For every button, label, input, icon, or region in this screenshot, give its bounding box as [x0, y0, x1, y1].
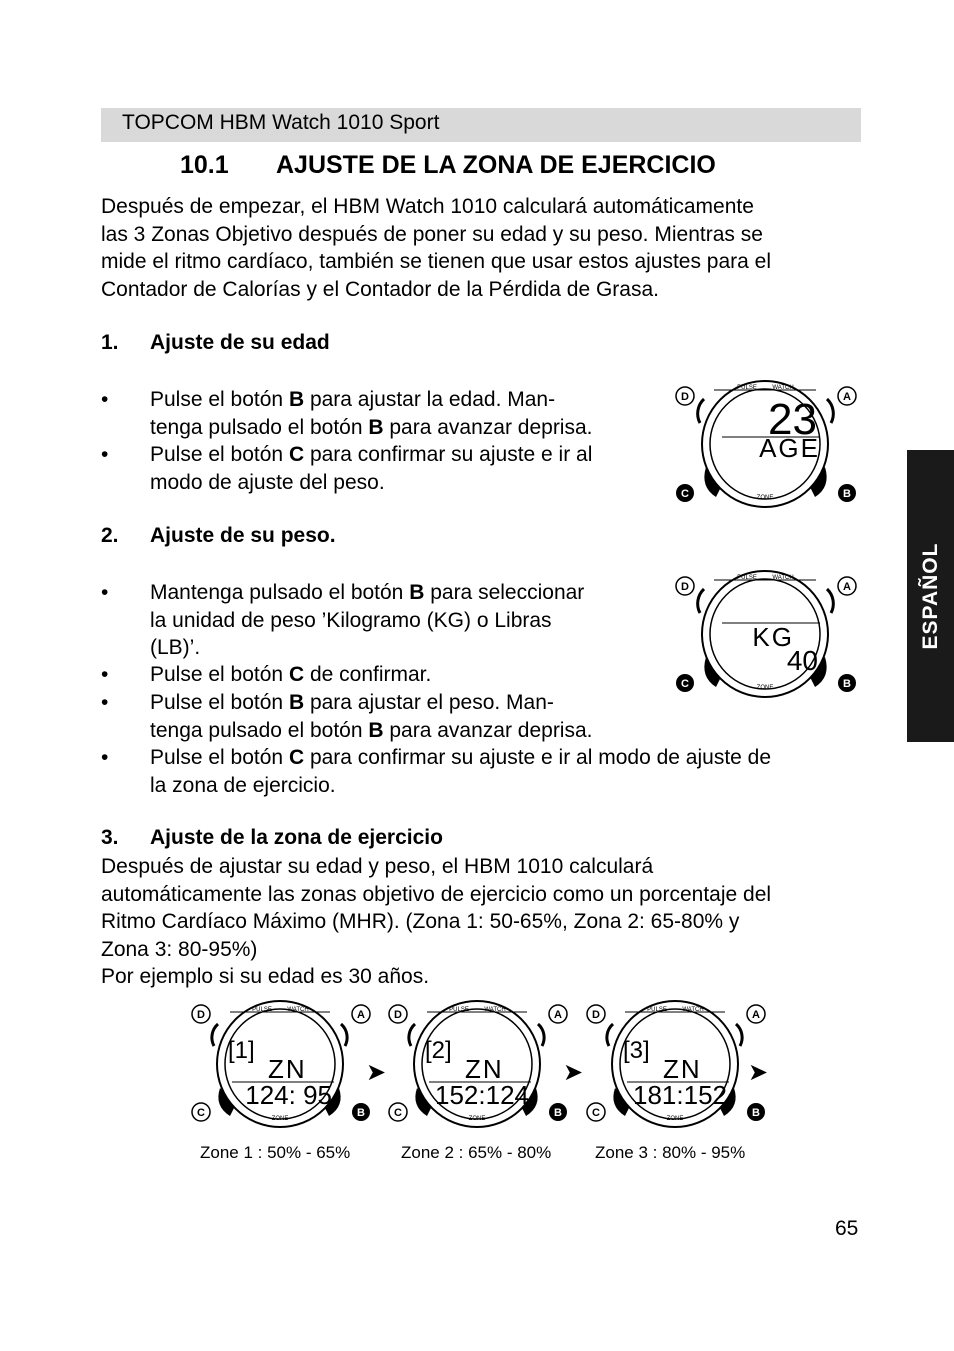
- watch-lug: [736, 1024, 742, 1046]
- bullet-line: Pulse el botón C de confirmar.: [150, 663, 432, 686]
- button-reference: B: [288, 691, 305, 714]
- lcd-weight-value: 40: [786, 645, 818, 676]
- step2-title: Ajuste de su peso.: [150, 524, 336, 547]
- watch-brand-left: PULSE: [449, 1007, 469, 1013]
- watch-brand-left: PULSE: [737, 575, 757, 581]
- watch-lug: [212, 1024, 218, 1046]
- bullet-line: (LB)’.: [150, 636, 201, 659]
- arrow-right-icon: ➤: [366, 1059, 387, 1086]
- button-d-label: D: [197, 1009, 205, 1021]
- header-title: TOPCOM HBM Watch 1010 Sport: [122, 111, 440, 134]
- zone-number: 2: [431, 1037, 446, 1064]
- arrow-right-icon: ➤: [563, 1059, 584, 1086]
- step1-number: 1.: [101, 331, 119, 354]
- watch-brand-left: PULSE: [252, 1007, 272, 1013]
- bullet-text: [150, 744, 771, 799]
- section-title: [180, 151, 716, 180]
- button-b-label: B: [843, 488, 851, 500]
- button-a-label: A: [554, 1009, 562, 1021]
- watch-brand-right: WATCH: [682, 1007, 704, 1013]
- button-d-label: D: [394, 1009, 402, 1021]
- button-c-label: C: [394, 1107, 402, 1119]
- button-d-label: D: [681, 391, 689, 403]
- button-a-label: A: [357, 1009, 365, 1021]
- watch-lug: [827, 399, 833, 423]
- zone1-caption: Zone 1 : 50% - 65%: [200, 1143, 351, 1162]
- step3-paragraph: [101, 853, 881, 991]
- bullet-line: tenga pulsado el botón B para avanzar deprisa.: [150, 415, 593, 439]
- lcd-zone-values: 181:152: [633, 1080, 727, 1110]
- watch-brand-right: WATCH: [484, 1007, 506, 1013]
- step3-line: Después de ajustar su edad y peso, el HBM 1010 calculará: [101, 855, 654, 878]
- watch-age-illustration: [672, 375, 862, 510]
- language-side-tab: [907, 450, 954, 742]
- button-c-label: C: [592, 1107, 600, 1119]
- step1-title: Ajuste de su edad: [150, 331, 330, 354]
- watch-zone3-illustration: [585, 998, 775, 1128]
- watch-lug: [341, 1024, 347, 1046]
- bullet-dot: •: [101, 663, 109, 686]
- intro-line: mide el ritmo cardíaco, también se tienen que usar estos ajustes para el: [101, 250, 772, 273]
- watch-brand-right: WATCH: [287, 1007, 309, 1013]
- step3-line: Ritmo Cardíaco Máximo (MHR). (Zona 1: 50-65%, Zona 2: 65-80% y: [101, 910, 740, 933]
- watch-lug: [607, 1024, 613, 1046]
- language-tab-label: ESPAÑOL: [918, 542, 942, 650]
- watch-weight-illustration: [672, 565, 862, 700]
- bullet-dot: •: [101, 691, 109, 714]
- bullet-text: [150, 661, 431, 689]
- button-b-label: B: [752, 1107, 760, 1119]
- bullet-text: [150, 579, 584, 662]
- step3-line: Zona 3: 80-95%): [101, 937, 258, 961]
- lcd-zone-mode: ZN: [465, 1054, 504, 1084]
- zone3-caption: Zone 3 : 80% - 95%: [595, 1143, 746, 1162]
- button-reference: B: [368, 718, 384, 742]
- watch-brand-left: PULSE: [737, 385, 757, 391]
- step3-title: Ajuste de la zona de ejercicio: [150, 826, 443, 849]
- lcd-zone-mode: ZN: [268, 1054, 307, 1084]
- watch-lug: [698, 589, 704, 613]
- intro-line: Contador de Calorías y el Contador de la Pérdida de Grasa.: [101, 277, 659, 301]
- watch-lug: [409, 1024, 415, 1046]
- button-b-label: B: [554, 1107, 562, 1119]
- bullet-text: [150, 386, 593, 441]
- section-number: 10.1: [180, 151, 229, 179]
- lcd-zone-values: 152:124: [435, 1080, 529, 1110]
- button-reference: C: [288, 443, 305, 466]
- lcd-zone-mode: ZN: [663, 1054, 702, 1084]
- button-reference: B: [368, 415, 384, 439]
- button-b-label: B: [357, 1107, 365, 1119]
- lcd-zone-values: 124: 95: [245, 1080, 332, 1110]
- zone-number: 1: [234, 1037, 249, 1064]
- bullet-line: Pulse el botón C para confirmar su ajuste e ir al: [150, 443, 593, 466]
- watch-lug: [698, 399, 704, 423]
- button-reference: B: [409, 581, 425, 604]
- zone-number: 3: [629, 1037, 644, 1064]
- button-d-label: D: [681, 581, 689, 593]
- page-number: 65: [835, 1217, 859, 1240]
- step3-line: Por ejemplo si su edad es 30 años.: [101, 965, 430, 988]
- bullet-line: Pulse el botón B para ajustar el peso. Man-: [150, 691, 554, 714]
- button-b-label: B: [843, 678, 851, 690]
- watch-zone-label: ZONE: [756, 685, 774, 691]
- bullet-line: la unidad de peso ’Kilogramo (KG) o Libras: [150, 608, 552, 632]
- button-d-label: D: [592, 1009, 600, 1021]
- watch-lug: [827, 589, 833, 613]
- watch-brand-right: WATCH: [772, 385, 794, 391]
- lcd-zone-badge: [1]: [228, 1037, 255, 1064]
- watch-brand-left: PULSE: [647, 1007, 667, 1013]
- bullet-dot: •: [101, 746, 109, 769]
- step2-number: 2.: [101, 524, 119, 547]
- intro-paragraph: [101, 193, 881, 303]
- bullet-text: [150, 441, 592, 496]
- watch-lug: [538, 1024, 544, 1046]
- button-reference: C: [288, 746, 305, 769]
- button-c-label: C: [681, 678, 689, 690]
- bullet-dot: •: [101, 443, 109, 466]
- section-heading: AJUSTE DE LA ZONA DE EJERCICIO: [276, 151, 716, 179]
- button-a-label: A: [843, 581, 851, 593]
- button-c-label: C: [681, 488, 689, 500]
- bullet-dot: •: [101, 388, 109, 411]
- bullet-line: Mantenga pulsado el botón B para seleccionar: [150, 581, 585, 604]
- button-a-label: A: [752, 1009, 760, 1021]
- lcd-zone-badge: [2]: [425, 1037, 452, 1064]
- bullet-line: Pulse el botón C para confirmar su ajuste e ir al modo de ajuste de: [150, 746, 772, 769]
- lcd-zone-badge: [3]: [623, 1037, 650, 1064]
- step3-number: 3.: [101, 826, 119, 849]
- lcd-top-value: 23: [768, 395, 817, 444]
- button-reference: C: [288, 663, 305, 686]
- watch-zone-label: ZONE: [468, 1116, 486, 1122]
- bullet-dot: •: [101, 581, 109, 604]
- lcd-unit-label: KG: [752, 622, 794, 652]
- arrow-right-icon: ➤: [748, 1059, 769, 1086]
- step3-line: automáticamente las zonas objetivo de ejercicio como un porcentaje del: [101, 882, 772, 906]
- button-c-label: C: [197, 1107, 205, 1119]
- lcd-bottom-label: AGE: [759, 433, 820, 463]
- bullet-line: modo de ajuste del peso.: [150, 470, 385, 494]
- zone2-caption: Zone 2 : 65% - 80%: [401, 1143, 552, 1162]
- button-a-label: A: [843, 391, 851, 403]
- bullet-line: Pulse el botón B para ajustar la edad. Man-: [150, 388, 556, 411]
- watch-zone-label: ZONE: [271, 1116, 289, 1122]
- bullet-text: [150, 689, 593, 744]
- intro-line: las 3 Zonas Objetivo después de poner su edad y su peso. Mientras se: [101, 222, 763, 246]
- bullet-line: la zona de ejercicio.: [150, 773, 336, 797]
- watch-zone-label: ZONE: [666, 1116, 684, 1122]
- button-reference: B: [288, 388, 305, 411]
- watch-zone2-illustration: [387, 998, 577, 1128]
- watch-brand-right: WATCH: [772, 575, 794, 581]
- bullet-line: tenga pulsado el botón B para avanzar deprisa.: [150, 718, 593, 742]
- watch-zone1-illustration: [190, 998, 380, 1128]
- watch-zone-label: ZONE: [756, 495, 774, 501]
- intro-line: Después de empezar, el HBM Watch 1010 calculará automáticamente: [101, 195, 754, 218]
